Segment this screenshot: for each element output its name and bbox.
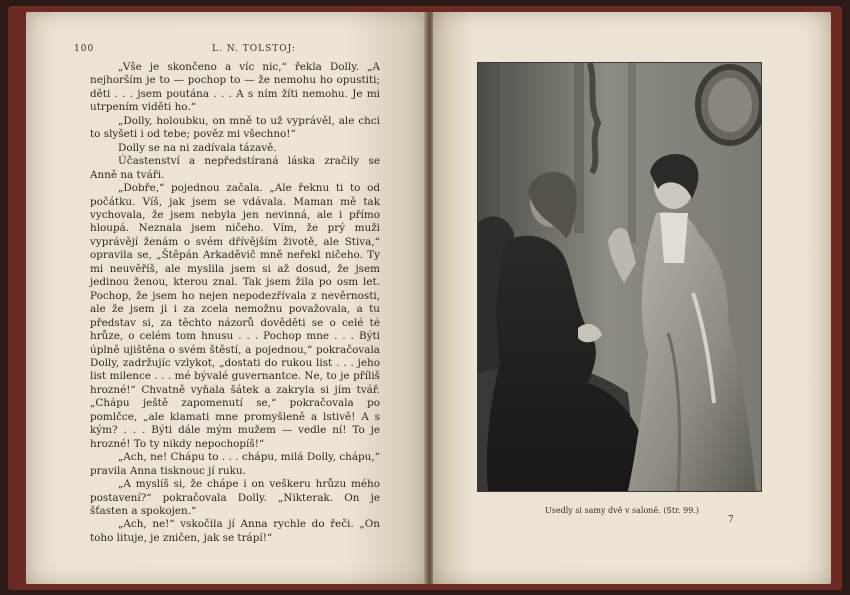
engraving-illustration-icon	[477, 62, 762, 492]
paragraph: Účastenství a nepředstíraná láska zračily se Anně na tváři.	[90, 155, 380, 181]
paragraph: „Vše je skončeno a víc nic,“ řekla Dolly. „A nejhorším je to — pochop to — že nemohu ho opustiti; děti . . . jsem poutána . . . A s ním žíti nemohu. Je mi utrpením viděti ho.“	[90, 61, 380, 114]
body-text	[90, 61, 380, 545]
paragraph: „Dobře,“ pojednou začala. „Ale řeknu ti to od počátku. Víš, jak jsem se vdávala. Maman mě tak vychovala, že jsem nebyla jen nevinná, ale i přímo hloupá. Neznala jsem ničeho. Vím, že prý muži vyprávějí ženám o svém dřívějším životě, ale Stiva,“ opravila se, „Štěpán Arkaděvič mně neřekl ničeho. Ty mi neuvěříš, ale myslila jsem si až dosud, že jsem jedinou ženou, kterou znal. Tak jsem žila po osm let. Pochop, že jsem ho nejen nepodezřívala z nevěrnosti, ale že jsem ji i za zcela nemožnu považovala, a tu představ si, za těchto názorů dověděti se o celé té hrůze, o celém tom hnusu . . . Pochop mne . . . Býti úplně ujištěna o svém štěstí, a pojednou,“ pokračovala Dolly, zadržujíc vzlykot, „dostati do rukou list . . . jeho list milence . . . mé bývalé guvernantce. Ne, to je příliš hrozné!“ Chvatně vyňala šátek a zakryla si jím tvář. „Chápu ještě zapomenutí se,“ pokračovala po pomlčce, „ale klamati mne promyšleně a lstivě! A s kým? . . . Býti dále mým mužem — vedle ní! To je hrozné! To ty nikdy nepochopíš!“	[90, 182, 380, 450]
page-number: 100	[74, 44, 95, 54]
paragraph: „Dolly, holoubku, on mně to už vyprávěl, ale chci to slyšeti i od tebe; pověz mi všechno!“	[90, 114, 380, 141]
illustration-caption: Usedly si samy dvě v saloně. (Str. 99.)	[545, 506, 699, 515]
paragraph: Dolly se na ni zadívala tázavě.	[118, 141, 277, 154]
paragraph: „Ach, ne!“ vskočila jí Anna rychle do řeči. „On toho lituje, je zničen, jak se trápí!“	[90, 518, 380, 544]
running-head-title: L. N. TOLSTOJ:	[212, 44, 296, 54]
paragraph: „A myslíš si, že chápe i on veškeru hrůzu mého postavení?“ pokračovala Dolly. „Nikterak. On je šťasten a spokojen.“	[90, 478, 380, 517]
paragraph: „Ach, ne! Chápu to . . . chápu, milá Dolly, chápu,“ pravila Anna tisknouc jí ruku.	[90, 451, 380, 477]
page-folio: 7	[728, 515, 734, 525]
